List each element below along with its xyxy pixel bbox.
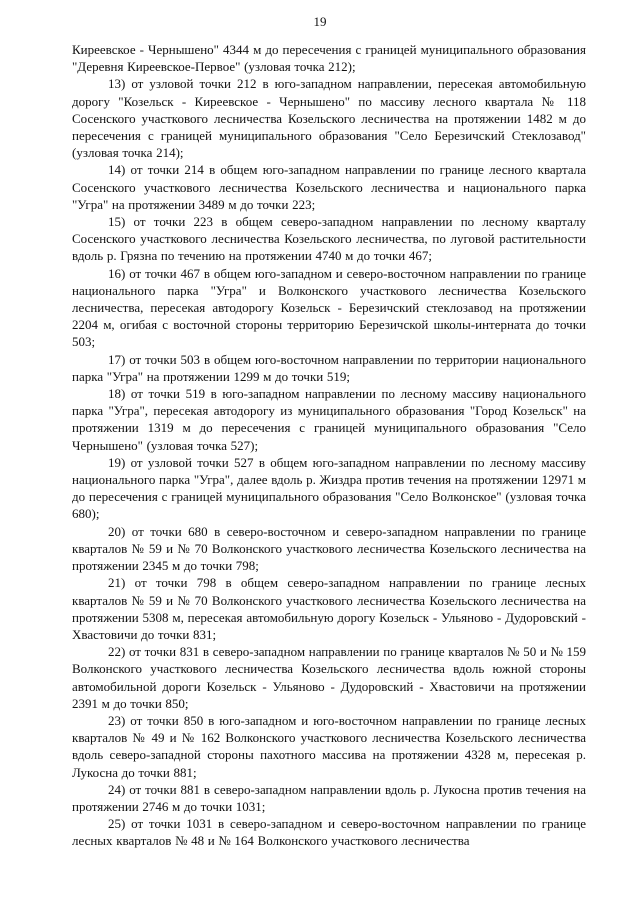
paragraph-item-18: 18) от точки 519 в юго-западном направлении по лесному массиву национального парка "Угра", пересекая автодорогу из муниципального образования "Город Козельск" на протяжении 1319 м до пересечения с границей муниципального образования "Село Чернышено" (узловая точка 527); — [72, 386, 586, 453]
paragraph-item-23: 23) от точки 850 в юго-западном и юго-восточном направлении по границе лесных кварталов № 49 и № 162 Волконского участкового лесничества Козельского лесничества вдоль северо-западной стороны пахотного массива на протяжении 4328 м, пересекая р. Лукосна до точки 881; — [72, 712, 586, 780]
paragraph-item-17: 17) от точки 503 в общем юго-восточном направлении по территории национального парка "Угра" на протяжении 1299 м до точки 519; — [72, 351, 586, 384]
paragraph-item-13: 13) от узловой точки 212 в юго-западном направлении, пересекая автомобильную дорогу "Козельск - Киреевское - Чернышено" по массиву лесного квартала № 118 Сосенского участкового лесничества Козельского лесничества на протяжении 1482 м до пересечения с границей муниципального образования "Село Березичский Стеклозавод" (узловая точка 214); — [72, 76, 586, 161]
paragraph-item-14: 14) от точки 214 в общем юго-западном направлении по границе лесного квартала Сосенского участкового лесничества Козельского лесничества и национального парка "Угра" на протяжении 3489 м до точки 223; — [72, 162, 586, 212]
paragraph-item-25: 25) от точки 1031 в северо-западном и северо-восточном направлении по границе лесных кварталов № 48 и № 164 Волконского участкового лесничества — [72, 816, 586, 849]
paragraph-item-19: 19) от узловой точки 527 в общем юго-западном направлении по лесному массиву национального парка "Угра", далее вдоль р. Жиздра против течения на протяжении 12971 м до пересечения с границей муниципального образования "Село Волконское" (узловая точка 680); — [72, 454, 586, 522]
page-number: 19 — [313, 14, 327, 29]
paragraph-item-20: 20) от точки 680 в северо-восточном и северо-западном направлении по границе кварталов № 59 и № 70 Волконского участкового лесничества Козельского лесничества на протяжении 2345 м до точки 798; — [72, 523, 586, 574]
paragraph-item-24: 24) от точки 881 в северо-западном направлении вдоль р. Лукосна против течения на протяжении 2746 м до точки 1031; — [72, 781, 586, 814]
paragraph-item-21: 21) от точки 798 в общем северо-западном направлении по границе лесных кварталов № 59 и № 70 Волконского участкового лесничества Козельского лесничества на протяжении 5308 м, пересекая автомобильную дорогу Козельск - Ульяново - Дудоровский - Хвастовичи до точки 831; — [72, 575, 586, 642]
paragraph-item-22: 22) от точки 831 в северо-западном направлении по границе кварталов № 50 и № 159 Волконского участкового лесничества Козельского лесничества вдоль южной стороны автомобильной дороги Козельск - Ульяново - Дудоровский - Хвастовичи на протяжении 2391 м до точки 850; — [72, 644, 587, 711]
paragraph-item-15: 15) от точки 223 в общем северо-западном направлении по лесному кварталу Сосенского участкового лесничества Козельского лесничества, по луговой растительности вдоль р. Грязна по течению на протяжении 4740 м до точки 467; — [72, 214, 586, 264]
paragraph-continuation: Киреевское - Чернышено" 4344 м до пересечения с границей муниципального образования "Деревня Киреевское-Первое" (узловая точка 212); — [72, 42, 586, 75]
paragraph-item-16: 16) от точки 467 в общем юго-западном и северо-восточном направлении по границе национального парка "Угра" и Волконского участкового лесничества Козельского лесничества, пересекая автодорогу Козельск - Березичский стеклозавод на протяжении 2204 м, огибая с восточной стороны территорию Березичской школы-интерната до точки 503; — [72, 265, 586, 350]
document-body — [72, 41, 586, 850]
